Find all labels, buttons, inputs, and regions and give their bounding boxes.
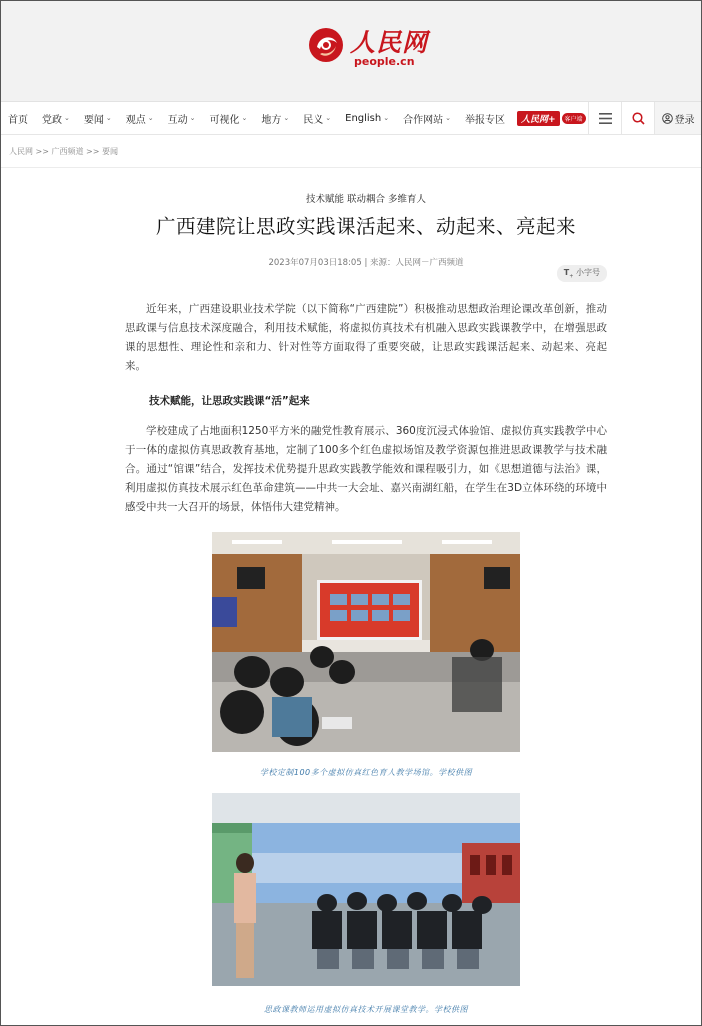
chevron-down-icon: ⌄ bbox=[64, 114, 70, 122]
nav-label: 要闻 bbox=[83, 114, 104, 126]
chevron-down-icon: ⌄ bbox=[283, 114, 290, 122]
nav-item-news[interactable] bbox=[77, 102, 119, 134]
chevron-down-icon: ⌄ bbox=[147, 114, 154, 122]
nav-label: 地方 bbox=[261, 114, 282, 126]
app-sub-badge: 客户端 bbox=[562, 113, 586, 124]
nav-item-interact[interactable] bbox=[161, 102, 203, 134]
search-button[interactable] bbox=[621, 102, 654, 134]
nav-item-opinion[interactable] bbox=[119, 102, 161, 134]
article-subheading: 技术赋能，让思政实践课“活”起来 bbox=[149, 395, 310, 407]
main-nav bbox=[1, 102, 701, 135]
user-icon bbox=[662, 113, 673, 124]
nav-label: 观点 bbox=[125, 114, 146, 126]
chevron-down-icon: ⌄ bbox=[445, 114, 451, 122]
font-size-label: 小字号 bbox=[576, 268, 600, 277]
article-kicker: 技术赋能 联动耦合 多维育人 bbox=[305, 194, 427, 205]
article bbox=[125, 189, 607, 517]
nav-label: 民义 bbox=[303, 114, 324, 126]
site-logo[interactable] bbox=[306, 23, 436, 73]
article-photo-vr-hall bbox=[212, 532, 520, 752]
font-size-icon: T bbox=[563, 268, 570, 277]
chevron-down-icon: ⌄ bbox=[189, 114, 196, 122]
nav-item-english[interactable] bbox=[338, 102, 396, 134]
nav-label: 互动 bbox=[167, 114, 188, 126]
logo-text-cn: 人民网 bbox=[350, 28, 429, 57]
nav-label: 党政 bbox=[42, 114, 62, 126]
article-photo-classroom bbox=[212, 793, 520, 986]
menu-icon bbox=[599, 113, 612, 124]
chevron-down-icon: ⌄ bbox=[105, 114, 112, 122]
search-icon bbox=[632, 112, 645, 125]
article-paragraph: 近年来，广西建设职业技术学院（以下简称“广西建院”）积极推动思想政治理论课改革创新，推动思政课与信息技术深度融合，利用技术赋能，将虚拟仿真技术有机融入思政实践课教学中，在增强思政课的思想性、理论性和亲和力、针对性等方面取得了重要突破，让思政实践课活起来、动起来、亮起来。 bbox=[125, 303, 607, 372]
nav-label: 首页 bbox=[8, 114, 28, 126]
nav-item-partners[interactable] bbox=[396, 102, 458, 134]
login-label: 登录 bbox=[674, 114, 695, 126]
app-badge: 人民网+ bbox=[517, 111, 560, 126]
breadcrumb[interactable]: 人民网 >> 广西频道 >> 要闻 bbox=[1, 135, 701, 168]
photo-image bbox=[212, 532, 520, 752]
nav-label: English bbox=[345, 112, 382, 124]
photo-caption: 思政课教师运用虚拟仿真技术开展课堂教学。学校供图 bbox=[264, 1005, 468, 1014]
logo-text-en: people.cn bbox=[354, 55, 415, 68]
login-button[interactable] bbox=[654, 102, 701, 134]
nav-app-link[interactable] bbox=[512, 102, 591, 134]
nav-label: 举报专区 bbox=[464, 114, 505, 126]
article-paragraph: 学校建成了占地面积1250平方米的融党性教育展示、360度沉浸式体验馆、虚拟仿真实践教学中心于一体的虚拟仿真思政教育基地，定制了100多个红色虚拟场馆及教学资源包推进思政课教学与技术融合。通过“馆课”结合，发挥技术优势提升思政实践教学能效和课程吸引力，如《思想道德与法治》课，利用虚拟仿真技术展示红色革命建筑——中共一大会址、嘉兴南湖红船，在学生在3D立体环绕的环境中感受中共一大召开的场景，体悟伟大建党精神。 bbox=[125, 425, 607, 513]
article-title: 广西建院让思政实践课活起来、动起来、亮起来 bbox=[155, 215, 576, 238]
nav-tools bbox=[588, 102, 701, 134]
nav-item-home[interactable] bbox=[1, 102, 35, 134]
menu-button[interactable] bbox=[588, 102, 621, 134]
chevron-down-icon: ⌄ bbox=[241, 114, 248, 122]
nav-item-local[interactable] bbox=[254, 102, 296, 134]
article-meta: 2023年07月03日18:05 | 来源：人民网－广西频道 bbox=[268, 258, 464, 268]
photo-image bbox=[212, 793, 520, 986]
chevron-down-icon: ⌄ bbox=[383, 114, 390, 122]
nav-label: 可视化 bbox=[209, 114, 240, 126]
nav-item-party[interactable] bbox=[35, 102, 77, 134]
people-logo-icon bbox=[306, 25, 346, 65]
nav-label: 合作网站 bbox=[403, 114, 444, 126]
nav-item-visual[interactable] bbox=[203, 102, 255, 134]
photo-caption: 学校定制100多个虚拟仿真红色育人教学场馆。学校供图 bbox=[259, 768, 473, 777]
site-header bbox=[1, 1, 701, 102]
nav-item-people[interactable] bbox=[296, 102, 338, 134]
nav-item-report[interactable] bbox=[458, 102, 512, 134]
font-size-toggle[interactable]: $T_+$ 小字号 bbox=[557, 265, 607, 282]
chevron-down-icon: ⌄ bbox=[325, 114, 332, 122]
